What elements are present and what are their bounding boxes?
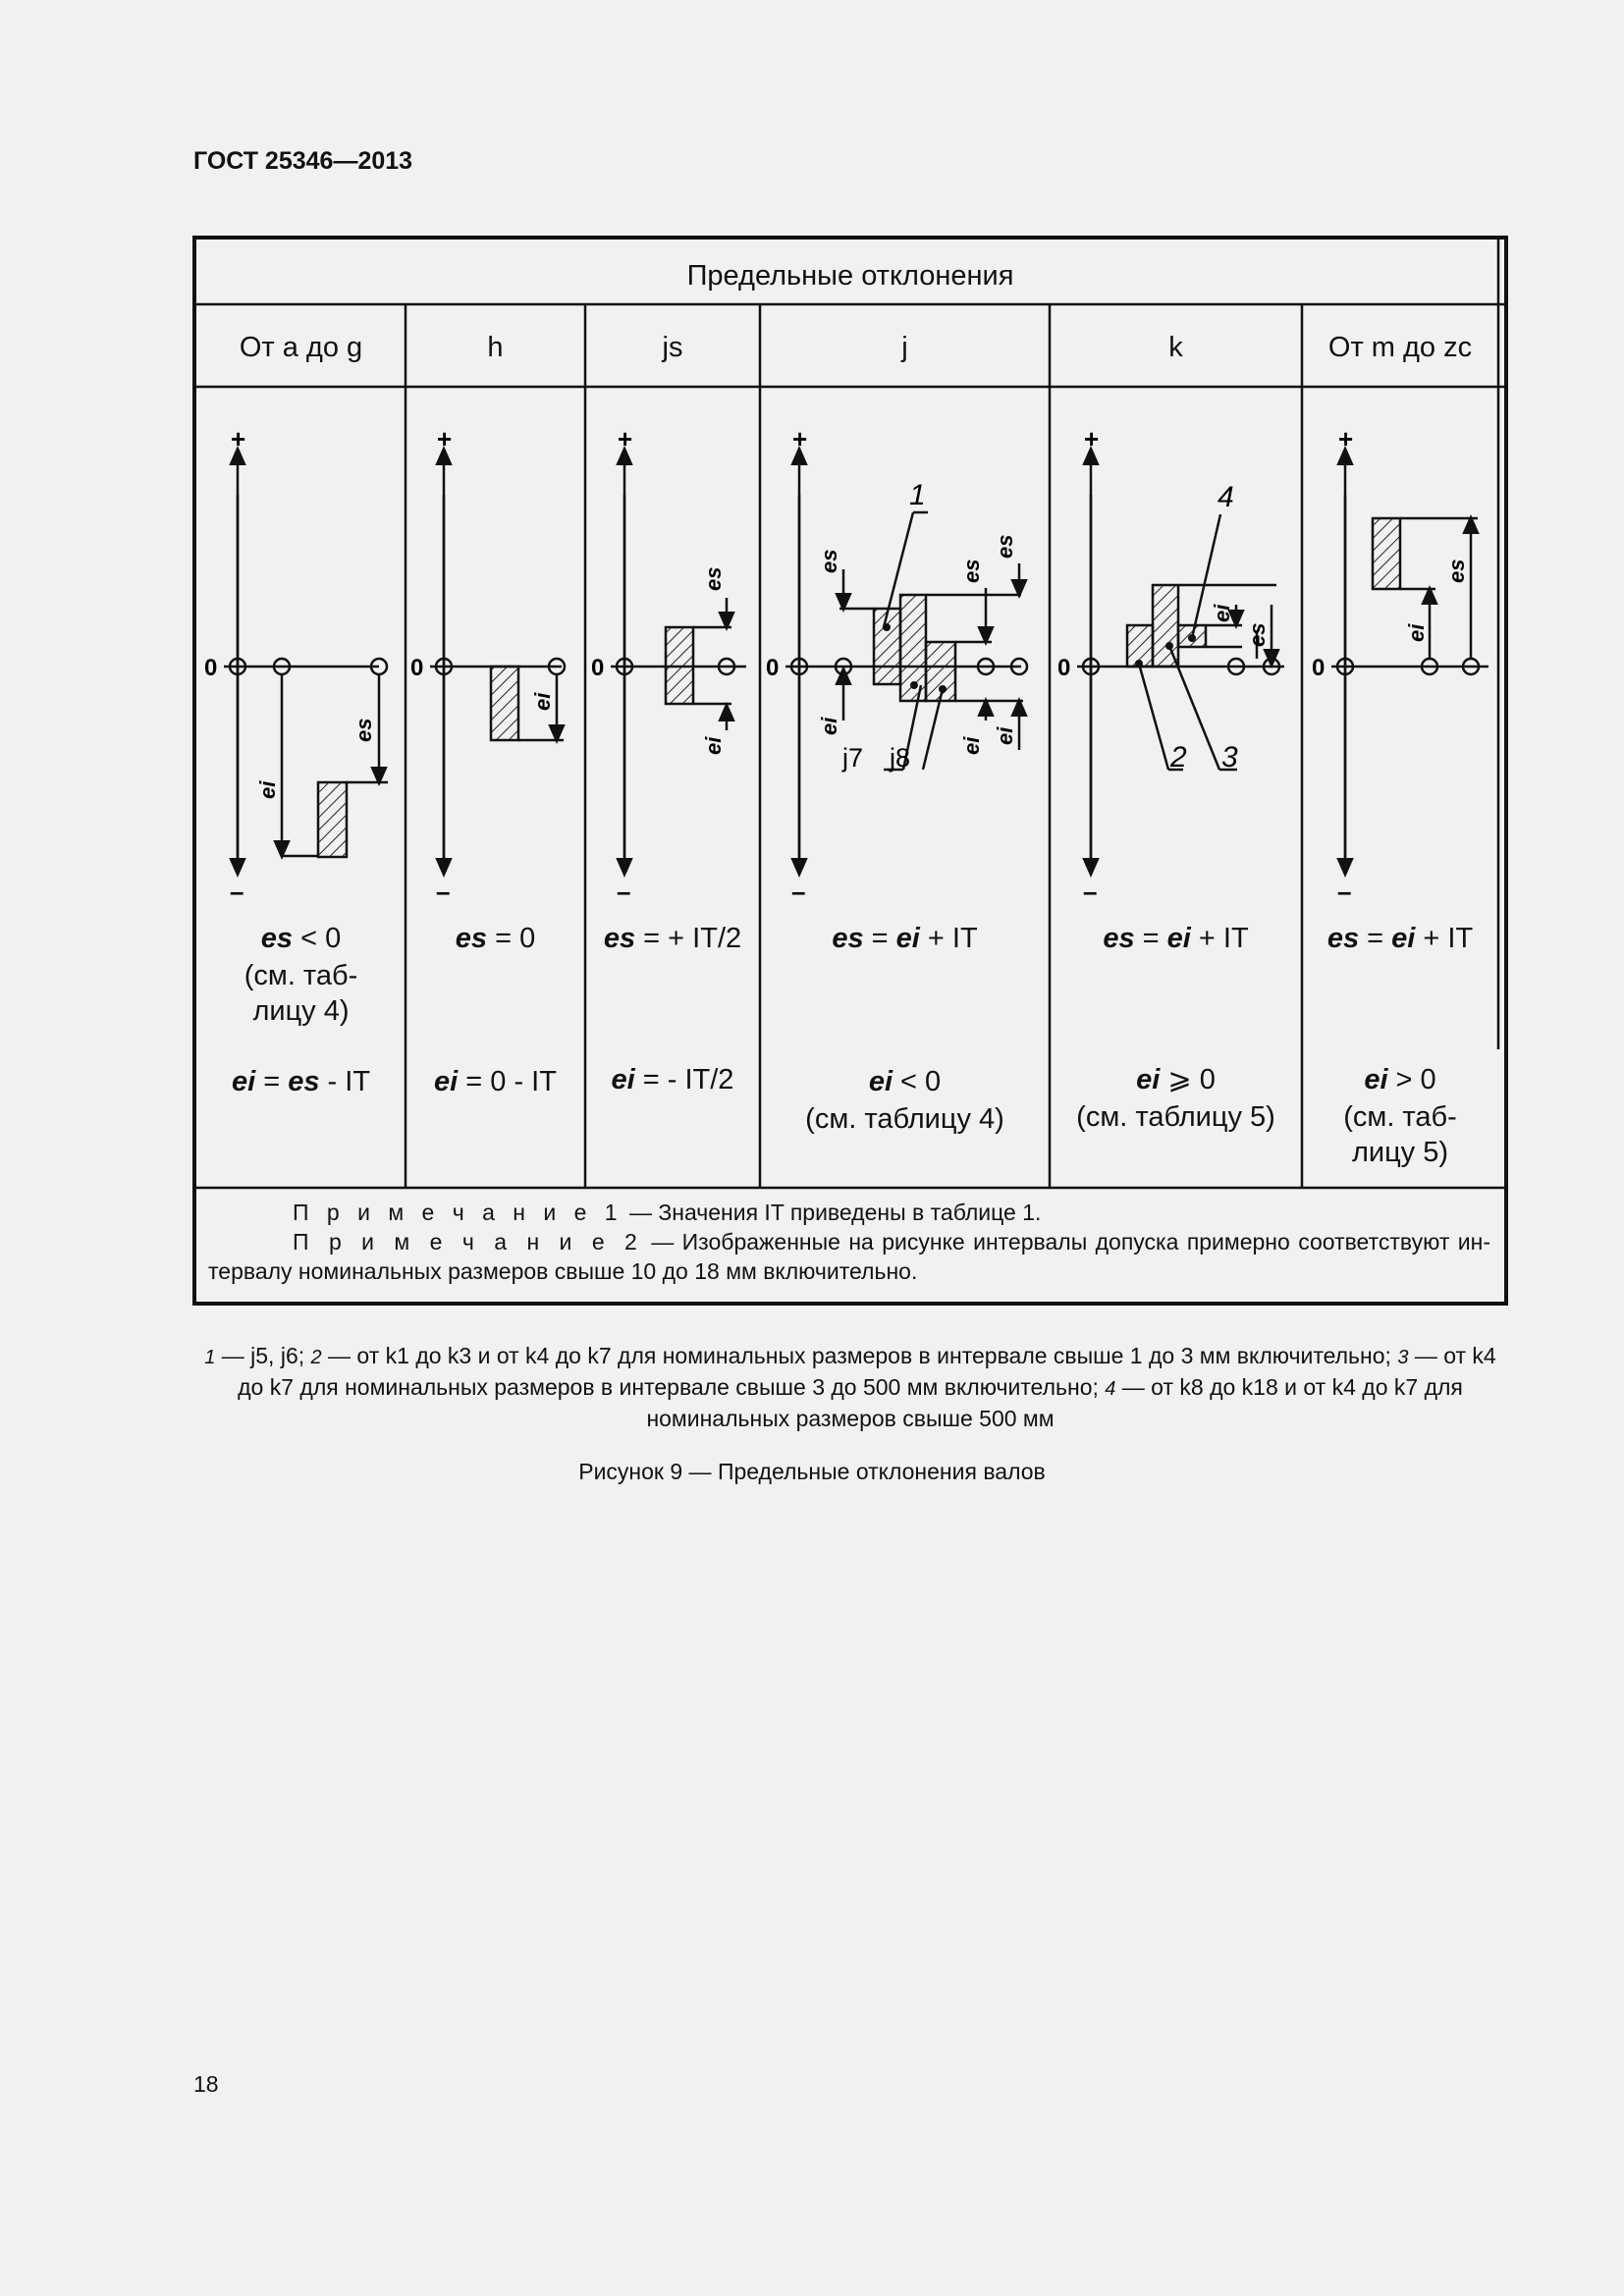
rule-es-js: es = + IT/2 [603,923,742,954]
ei-label: ei [530,692,555,711]
rule-es-h: es = 0 [455,923,536,954]
minus-sign: – [436,877,451,906]
minus-sign: – [617,877,631,906]
es-label: es [1444,559,1469,583]
column-header-j: j [901,332,908,363]
column-header-a-to-g: От a до g [239,332,363,363]
zero-label: 0 [1312,655,1326,681]
zero-label: 0 [410,655,424,681]
plus-sign: + [437,424,453,454]
es-label: es [959,559,984,583]
column-header-h: h [487,332,504,363]
minus-sign: – [1083,877,1098,906]
figure-frame [192,236,1508,1306]
note-1: П р и м е ч а н и е 1 — Значения IT приведены в таблице 1. [293,1200,1042,1225]
diagram-k [1077,455,1284,868]
minus-sign: – [1337,877,1352,906]
label-j7: j7 [842,743,864,773]
page-number: 18 [193,2071,219,2097]
zero-label: 0 [591,655,605,681]
plus-sign: + [1338,424,1354,454]
minus-sign: – [230,877,244,906]
ei-label: ei [993,726,1017,745]
column-header-js: js [662,332,683,363]
es-label: es [352,718,376,742]
rule-ei-note-k: (см. таблицу 5) [1076,1101,1275,1133]
figure-notes [208,1198,1490,1286]
callout-3: 3 [1221,741,1238,774]
rule-ei-j: ei < 0 [868,1066,942,1097]
callout-1: 1 [909,479,926,511]
diagram-js [611,455,746,868]
rule-es-k: es = ei + IT [1103,923,1249,954]
note-2: П р и м е ч а н и е 2 — Изображенные на рисунке интервалы допуска примерно соответствуют ин-тервалу номинальных размеров свыше 10 до 18 мм включительно. [208,1229,1490,1284]
es-label: es [993,534,1017,559]
rule-ei-note-j: (см. таблицу 4) [805,1103,1004,1135]
callout-2: 2 [1170,741,1187,774]
rule-es-m-to-zc: es = ei + IT [1326,923,1474,954]
rule-es-a-to-g: es < 0 [260,923,342,954]
es-label: es [1245,622,1270,647]
ei-label: ei [1404,623,1429,642]
ei-label: ei [959,736,984,755]
rule-ei-k: ei ⩾ 0 [1136,1064,1216,1095]
rule-ei-h: ei = 0 - IT [434,1066,557,1097]
figure-legend: 1 — j5, j6; 2 — от k1 до k3 и от k4 до k7 для номинальных размеров в интервале свыше 1 до 3 мм включительно; 3 — от k4 до k7 для номинальных размеров в интервале свыше 3 до 500 мм включительно; 4 — от k8 до k18 и от k4 до k7 для номинальных размеров свыше 500 мм [204,1343,1496,1431]
diagram-a-to-g [224,455,388,868]
rule-ei-note-m-to-zc: (см. таб- лицу 5) [1343,1101,1457,1168]
rule-es-note-a-to-g: (см. таб- лицу 4) [244,960,358,1027]
column-header-k: k [1168,332,1183,363]
plus-sign: + [1084,424,1100,454]
ei-label: ei [1210,604,1234,622]
label-j8: j8 [890,743,911,773]
figure-caption: Рисунок 9 — Предельные отклонения валов [578,1459,1046,1484]
ei-label: ei [701,736,726,755]
document-header: ГОСТ 25346—2013 [193,147,413,175]
figure-title: Предельные отклонения [686,260,1014,292]
callout-4: 4 [1218,481,1234,513]
diagram-m-to-zc [1331,455,1489,868]
plus-sign: + [792,424,808,454]
plus-sign: + [231,424,246,454]
rule-ei-a-to-g: ei = es - IT [231,1066,371,1097]
es-label: es [701,566,726,591]
zero-label: 0 [766,655,780,681]
diagram-j [785,455,1027,868]
plus-sign: + [618,424,633,454]
column-header-m-to-zc: От m до zc [1327,332,1473,363]
zero-label: 0 [204,655,218,681]
ei-label: ei [817,717,841,735]
diagram-h [430,455,565,868]
rule-ei-js: ei = - IT/2 [611,1064,734,1095]
ei-label: ei [255,780,280,799]
minus-sign: – [791,877,806,906]
es-label: es [817,549,841,573]
rule-ei-m-to-zc: ei > 0 [1364,1064,1436,1095]
zero-label: 0 [1057,655,1071,681]
rule-es-j: es = ei + IT [832,923,978,954]
